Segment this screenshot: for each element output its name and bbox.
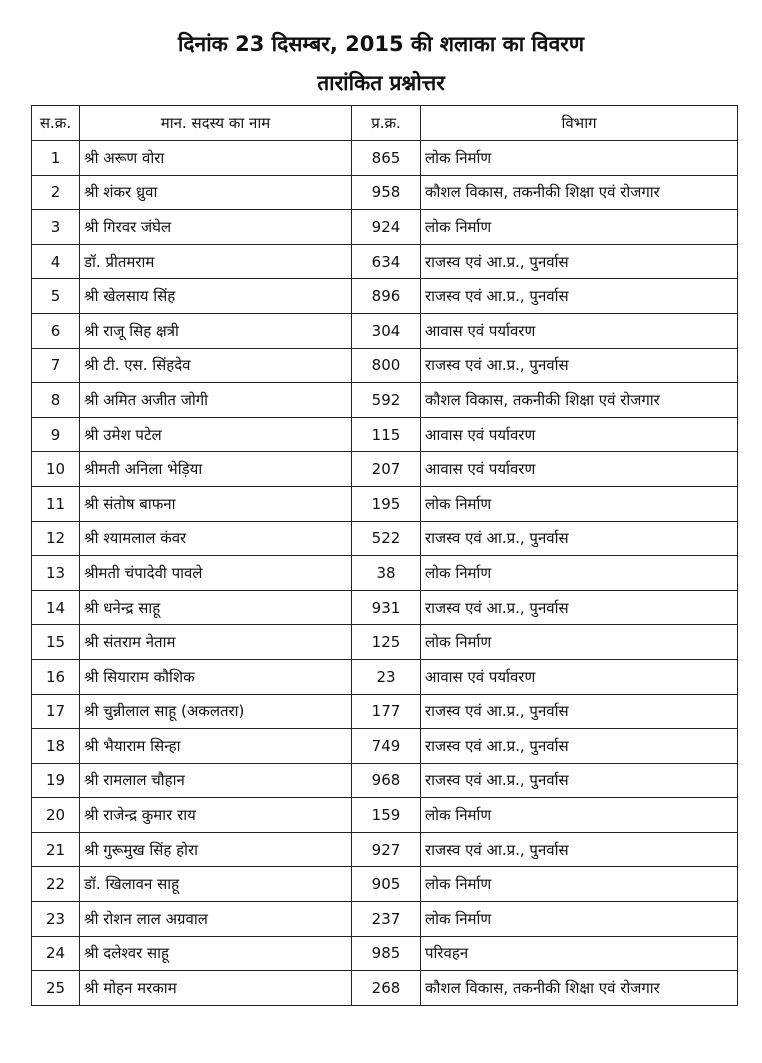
table-row <box>32 832 738 867</box>
question-number-cell: 522 <box>352 521 421 556</box>
table-row <box>32 452 738 487</box>
department-cell: परिवहन <box>421 936 738 971</box>
department-cell: कौशल विकास, तकनीकी शिक्षा एवं रोजगार <box>421 383 738 418</box>
question-number-cell: 985 <box>352 936 421 971</box>
table-row <box>32 383 738 418</box>
department-cell: कौशल विकास, तकनीकी शिक्षा एवं रोजगार <box>421 175 738 210</box>
serial-cell: 7 <box>32 348 80 383</box>
table-row <box>32 244 738 279</box>
department-cell: आवास एवं पर्यावरण <box>421 313 738 348</box>
member-name-cell: डॉ. प्रीतमराम <box>80 244 352 279</box>
department-cell: लोक निर्माण <box>421 798 738 833</box>
serial-cell: 25 <box>32 971 80 1006</box>
table-row <box>32 313 738 348</box>
serial-cell: 20 <box>32 798 80 833</box>
serial-cell: 3 <box>32 210 80 245</box>
department-cell: लोक निर्माण <box>421 141 738 176</box>
member-name-cell: श्री श्यामलाल कंवर <box>80 521 352 556</box>
serial-cell: 24 <box>32 936 80 971</box>
serial-cell: 1 <box>32 141 80 176</box>
department-cell: लोक निर्माण <box>421 867 738 902</box>
department-cell: राजस्व एवं आ.प्र., पुनर्वास <box>421 279 738 314</box>
member-name-cell: श्री मोहन मरकाम <box>80 971 352 1006</box>
question-number-cell: 304 <box>352 313 421 348</box>
department-cell: राजस्व एवं आ.प्र., पुनर्वास <box>421 521 738 556</box>
serial-cell: 8 <box>32 383 80 418</box>
member-name-cell: श्री राजू सिह क्षत्री <box>80 313 352 348</box>
member-name-cell: श्री धनेन्द्र साहू <box>80 590 352 625</box>
member-name-cell: श्री संतोष बाफना <box>80 486 352 521</box>
question-number-cell: 927 <box>352 832 421 867</box>
department-cell: राजस्व एवं आ.प्र., पुनर्वास <box>421 729 738 764</box>
table-row <box>32 348 738 383</box>
department-cell: राजस्व एवं आ.प्र., पुनर्वास <box>421 832 738 867</box>
column-header-serial: स.क्र. <box>32 106 80 141</box>
member-name-cell: डॉ. खिलावन साहू <box>80 867 352 902</box>
department-cell: राजस्व एवं आ.प्र., पुनर्वास <box>421 244 738 279</box>
question-number-cell: 958 <box>352 175 421 210</box>
department-cell: लोक निर्माण <box>421 902 738 937</box>
table-row <box>32 694 738 729</box>
serial-cell: 4 <box>32 244 80 279</box>
member-name-cell: श्री अमित अजीत जोगी <box>80 383 352 418</box>
question-number-cell: 207 <box>352 452 421 487</box>
member-name-cell: श्रीमती अनिला भेड़िया <box>80 452 352 487</box>
question-number-cell: 237 <box>352 902 421 937</box>
table-row <box>32 659 738 694</box>
member-name-cell: श्री टी. एस. सिंहदेव <box>80 348 352 383</box>
serial-cell: 23 <box>32 902 80 937</box>
serial-cell: 12 <box>32 521 80 556</box>
serial-cell: 22 <box>32 867 80 902</box>
question-number-cell: 115 <box>352 417 421 452</box>
table-row <box>32 729 738 764</box>
serial-cell: 11 <box>32 486 80 521</box>
department-cell: आवास एवं पर्यावरण <box>421 417 738 452</box>
department-cell: आवास एवं पर्यावरण <box>421 659 738 694</box>
question-number-cell: 924 <box>352 210 421 245</box>
question-number-cell: 931 <box>352 590 421 625</box>
question-number-cell: 177 <box>352 694 421 729</box>
member-name-cell: श्री राजेन्द्र कुमार राय <box>80 798 352 833</box>
serial-cell: 19 <box>32 763 80 798</box>
table-row <box>32 175 738 210</box>
member-name-cell: श्री गुरूमुख सिंह होरा <box>80 832 352 867</box>
serial-cell: 9 <box>32 417 80 452</box>
column-header-question-number: प्र.क्र. <box>352 106 421 141</box>
member-name-cell: श्री उमेश पटेल <box>80 417 352 452</box>
table-row <box>32 763 738 798</box>
table-header-row <box>32 106 738 141</box>
question-number-cell: 23 <box>352 659 421 694</box>
question-number-cell: 592 <box>352 383 421 418</box>
question-number-cell: 896 <box>352 279 421 314</box>
department-cell: आवास एवं पर्यावरण <box>421 452 738 487</box>
serial-cell: 16 <box>32 659 80 694</box>
table-row <box>32 141 738 176</box>
table-row <box>32 798 738 833</box>
serial-cell: 6 <box>32 313 80 348</box>
serial-cell: 17 <box>32 694 80 729</box>
member-name-cell: श्री संतराम नेताम <box>80 625 352 660</box>
question-table <box>31 105 738 1006</box>
table-row <box>32 556 738 591</box>
serial-cell: 2 <box>32 175 80 210</box>
table-row <box>32 279 738 314</box>
document-subtitle: तारांकित प्रश्नोत्तर <box>317 71 445 95</box>
serial-cell: 13 <box>32 556 80 591</box>
member-name-cell: श्री गिरवर जंघेल <box>80 210 352 245</box>
table-row <box>32 210 738 245</box>
member-name-cell: श्री खेलसाय सिंह <box>80 279 352 314</box>
table-row <box>32 625 738 660</box>
question-number-cell: 749 <box>352 729 421 764</box>
member-name-cell: श्री शंकर ध्रुवा <box>80 175 352 210</box>
department-cell: कौशल विकास, तकनीकी शिक्षा एवं रोजगार <box>421 971 738 1006</box>
column-header-department: विभाग <box>421 106 738 141</box>
department-cell: राजस्व एवं आ.प्र., पुनर्वास <box>421 590 738 625</box>
member-name-cell: श्री सियाराम कौशिक <box>80 659 352 694</box>
column-header-member-name: मान. सदस्य का नाम <box>80 106 352 141</box>
question-number-cell: 865 <box>352 141 421 176</box>
serial-cell: 18 <box>32 729 80 764</box>
question-number-cell: 38 <box>352 556 421 591</box>
serial-cell: 10 <box>32 452 80 487</box>
member-name-cell: श्रीमती चंपादेवी पावले <box>80 556 352 591</box>
question-number-cell: 268 <box>352 971 421 1006</box>
department-cell: राजस्व एवं आ.प्र., पुनर्वास <box>421 763 738 798</box>
question-number-cell: 905 <box>352 867 421 902</box>
department-cell: लोक निर्माण <box>421 625 738 660</box>
table-row <box>32 971 738 1006</box>
question-number-cell: 159 <box>352 798 421 833</box>
serial-cell: 21 <box>32 832 80 867</box>
table-row <box>32 417 738 452</box>
table-row <box>32 867 738 902</box>
department-cell: राजस्व एवं आ.प्र., पुनर्वास <box>421 348 738 383</box>
table-row <box>32 936 738 971</box>
question-number-cell: 968 <box>352 763 421 798</box>
question-number-cell: 195 <box>352 486 421 521</box>
member-name-cell: श्री अरूण वोरा <box>80 141 352 176</box>
member-name-cell: श्री चुन्नीलाल साहू (अकलतरा) <box>80 694 352 729</box>
table-row <box>32 486 738 521</box>
department-cell: लोक निर्माण <box>421 210 738 245</box>
member-name-cell: श्री रामलाल चौहान <box>80 763 352 798</box>
table-row <box>32 902 738 937</box>
department-cell: लोक निर्माण <box>421 486 738 521</box>
serial-cell: 5 <box>32 279 80 314</box>
member-name-cell: श्री भैयाराम सिन्हा <box>80 729 352 764</box>
document-title: दिनांक 23 दिसम्बर, 2015 की शलाका का विवरण <box>177 32 585 56</box>
table-row <box>32 521 738 556</box>
department-cell: राजस्व एवं आ.प्र., पुनर्वास <box>421 694 738 729</box>
table-body <box>32 141 738 1006</box>
question-number-cell: 125 <box>352 625 421 660</box>
department-cell: लोक निर्माण <box>421 556 738 591</box>
table-row <box>32 590 738 625</box>
question-number-cell: 800 <box>352 348 421 383</box>
serial-cell: 15 <box>32 625 80 660</box>
member-name-cell: श्री रोशन लाल अग्रवाल <box>80 902 352 937</box>
serial-cell: 14 <box>32 590 80 625</box>
member-name-cell: श्री दलेश्वर साहू <box>80 936 352 971</box>
question-number-cell: 634 <box>352 244 421 279</box>
